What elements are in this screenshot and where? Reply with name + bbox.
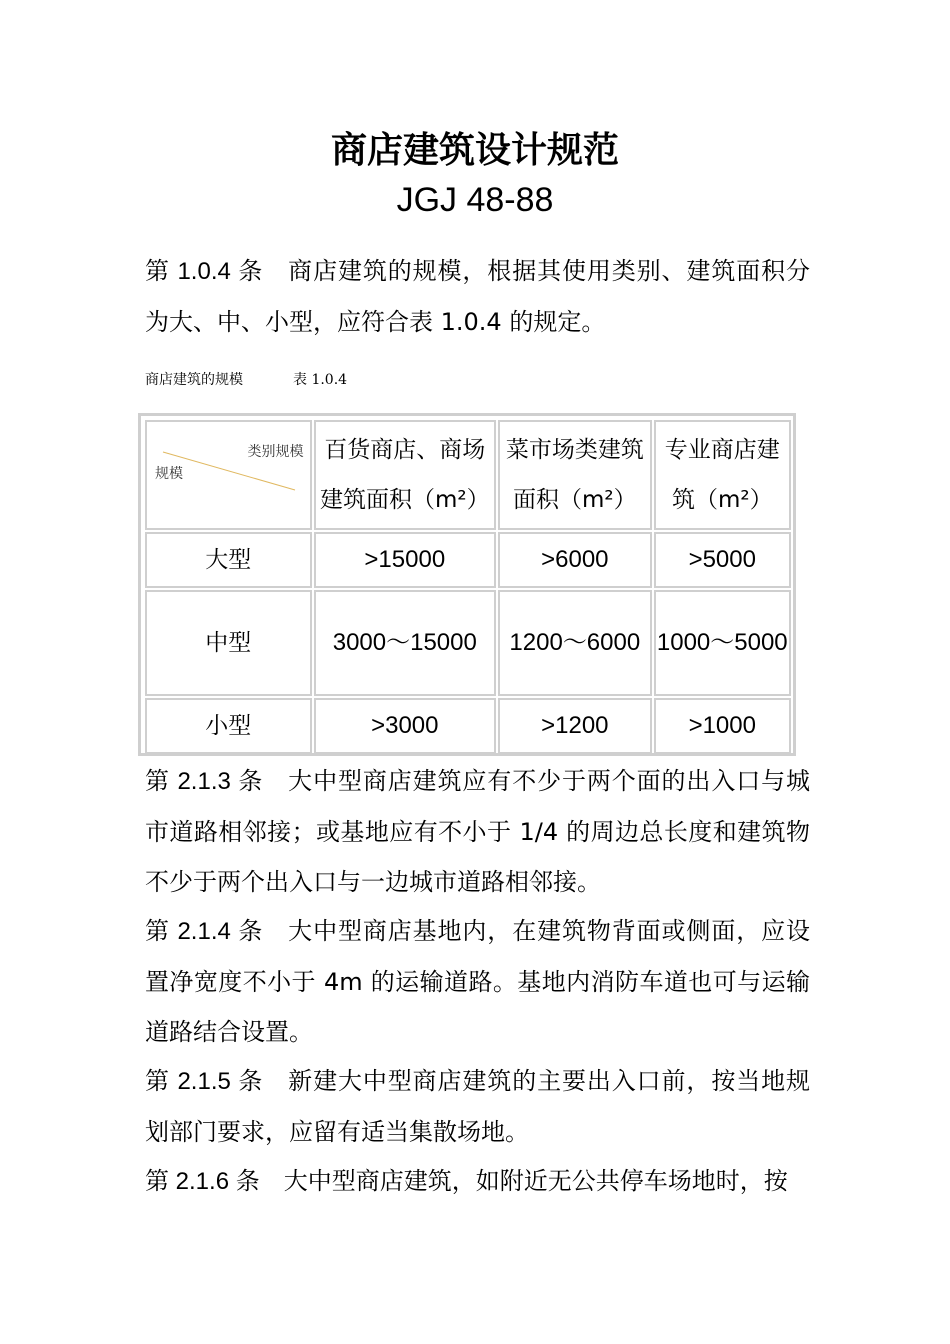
table-row — [145, 532, 791, 588]
article-2-1-6 — [145, 1156, 810, 1207]
row-label: 小型 — [145, 698, 312, 754]
table-header-row — [145, 420, 791, 530]
cell-value: >3000 — [314, 698, 497, 754]
doc-title: 商店建筑设计规范 — [330, 129, 619, 171]
article-label: 第 2.1.6 条 — [145, 1168, 260, 1195]
article-text: 大中型商店基地内，在建筑物背面或侧面，应设置净宽度不小于 4m 的运输道路。基地内消防车道也可与运输道路结合设置。 — [145, 917, 810, 1046]
cell-value: >6000 — [498, 532, 651, 588]
article-text: 新建大中型商店建筑的主要出入口前，按当地规划部门要求，应留有适当集散场地。 — [145, 1067, 810, 1146]
row-label: 大型 — [145, 532, 312, 588]
table-row — [145, 698, 791, 754]
table-corner-cell — [145, 420, 312, 530]
doc-code: JGJ 48-88 — [396, 181, 554, 219]
table-caption-name: 商店建筑的规模 — [145, 372, 243, 388]
article-label: 第 2.1.4 条 — [145, 918, 264, 945]
cell-value: 1200～6000 — [498, 590, 651, 696]
corner-label-scale: 规模 — [155, 466, 183, 482]
table-caption-number: 表 1.0.4 — [293, 372, 348, 388]
article-text: 大中型商店建筑，如附近无公共停车场地时，按 — [283, 1167, 788, 1195]
table-caption — [145, 368, 347, 392]
article-label: 第 2.1.3 条 — [145, 768, 264, 795]
article-label: 第 2.1.5 条 — [145, 1068, 264, 1095]
scale-table-frame — [138, 413, 796, 756]
article-label: 第 1.0.4 条 — [145, 258, 264, 285]
cell-value: >5000 — [654, 532, 791, 588]
header-specialty-store: 专业商店建筑（m²） — [654, 420, 791, 530]
cell-value: >15000 — [314, 532, 497, 588]
row-label: 中型 — [145, 590, 312, 696]
header-market: 菜市场类建筑面积（m²） — [498, 420, 651, 530]
article-2-1-3 — [145, 756, 810, 907]
article-1-0-4 — [145, 246, 810, 347]
table-row — [145, 590, 791, 696]
scale-table — [143, 418, 793, 756]
cell-value: 3000～15000 — [314, 590, 497, 696]
cell-value: >1000 — [654, 698, 791, 754]
article-2-1-5 — [145, 1056, 810, 1157]
header-department-store: 百货商店、商场建筑面积（m²） — [314, 420, 497, 530]
article-2-1-4 — [145, 906, 810, 1057]
cell-value: >1200 — [498, 698, 651, 754]
article-text: 商店建筑的规模，根据其使用类别、建筑面积分为大、中、小型，应符合表 1.0.4 的规定。 — [145, 257, 810, 336]
article-text: 大中型商店建筑应有不少于两个面的出入口与城市道路相邻接；或基地应有不小于 1/4 的周边总长度和建筑物不少于两个出入口与一边城市道路相邻接。 — [145, 767, 810, 896]
corner-label-category: 类别规模 — [247, 444, 304, 460]
cell-value: 1000～5000 — [654, 590, 791, 696]
